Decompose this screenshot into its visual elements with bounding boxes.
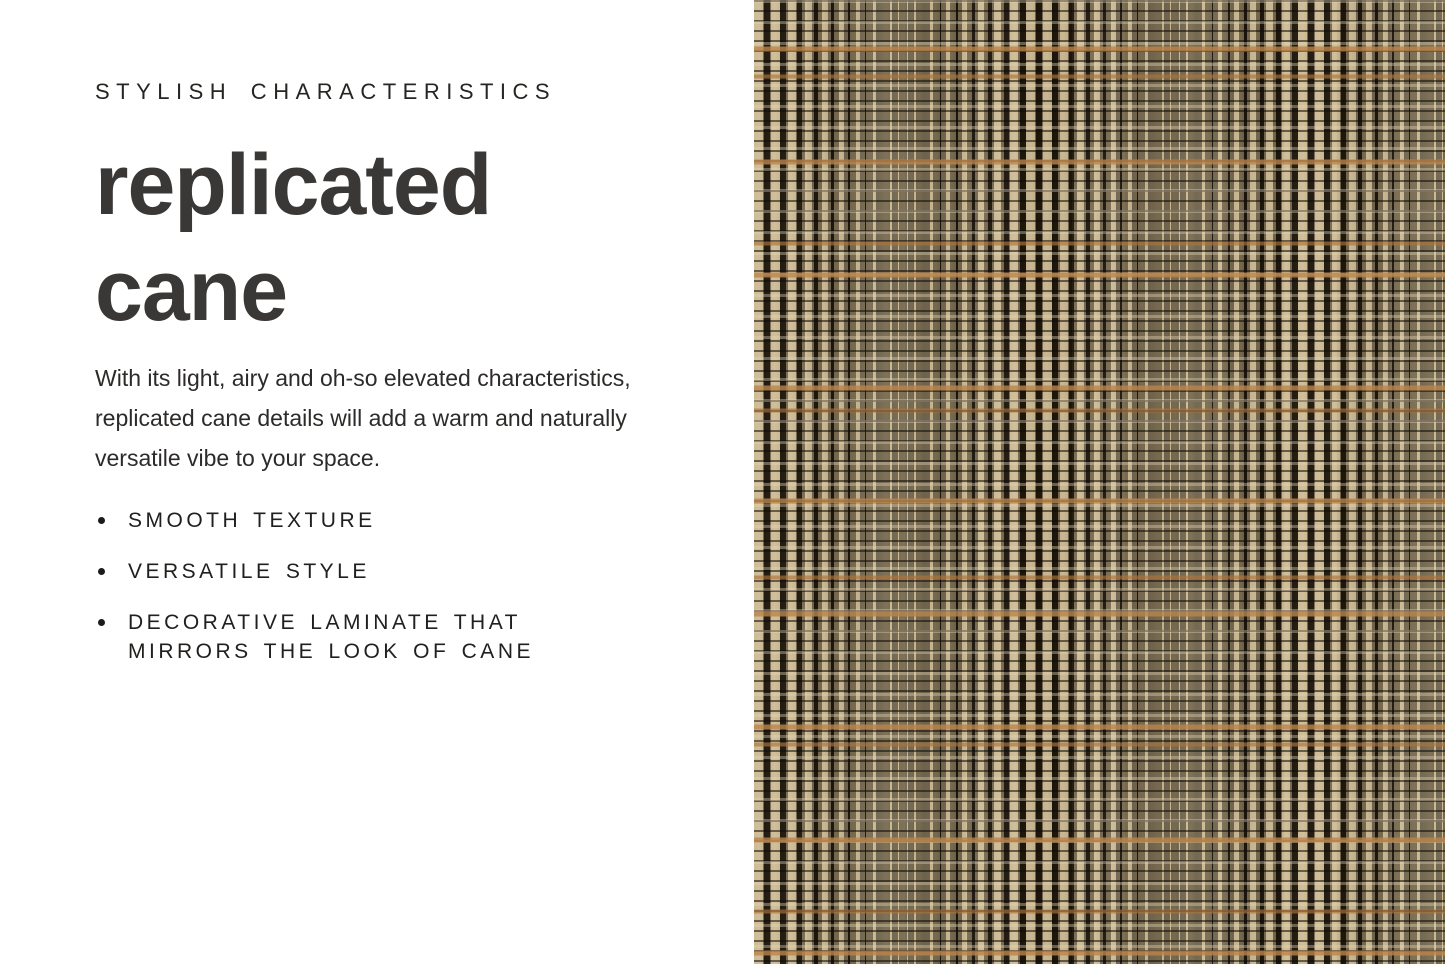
bullet-dot-icon (98, 568, 105, 575)
list-item (95, 557, 600, 586)
cane-texture-image (754, 0, 1445, 964)
list-item-label: VERSATILE STYLE (128, 560, 370, 583)
page-title: replicated cane (95, 137, 492, 339)
bullet-dot-icon (98, 619, 105, 626)
feature-list (95, 506, 600, 666)
description-line: replicated cane details will add a warm and naturally (95, 405, 627, 431)
list-item (95, 608, 600, 666)
description-paragraph (95, 358, 754, 478)
bullet-dot-icon (98, 517, 105, 524)
list-item (95, 506, 600, 535)
description-line: With its light, airy and oh-so elevated characteristics, (95, 365, 631, 391)
list-item-label: DECORATIVE LAMINATE THAT MIRRORS THE LOOK OF CANE (128, 611, 534, 663)
eyebrow-heading: STYLISH CHARACTERISTICS (95, 79, 557, 104)
list-item-label: SMOOTH TEXTURE (128, 509, 376, 532)
description-line: versatile vibe to your space. (95, 445, 381, 471)
